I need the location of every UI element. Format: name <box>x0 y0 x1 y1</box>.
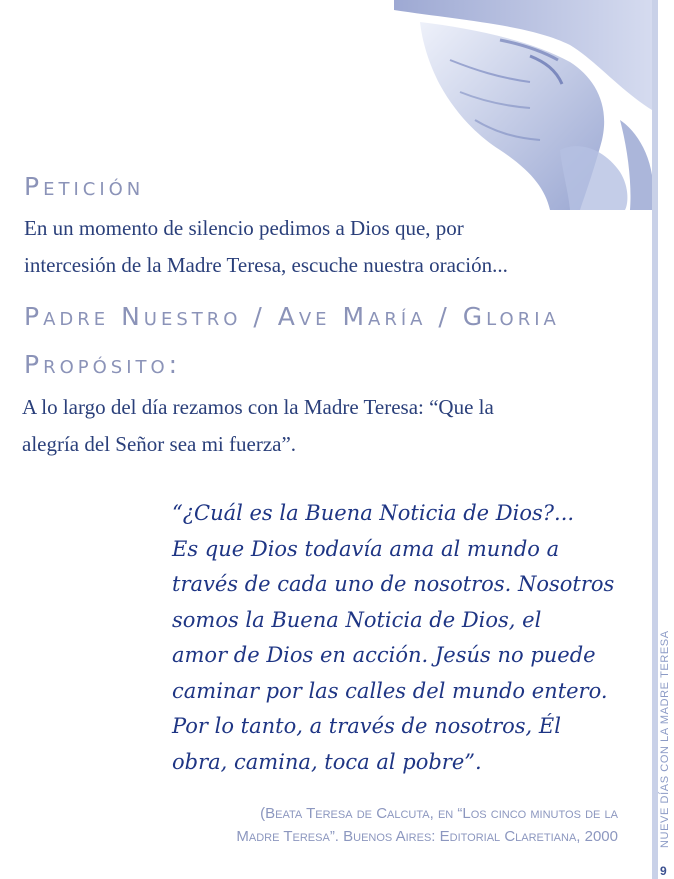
proposito-heading: Propósito: <box>24 350 182 379</box>
quote-line: “¿Cuál es la Buena Noticia de Dios?... <box>172 501 575 525</box>
quote-line: obra, camina, toca al pobre”. <box>172 749 482 774</box>
quote-line: amor de Dios en acción. Jesús no puede <box>172 643 596 667</box>
peticion-line: intercesión de la Madre Teresa, escuche nuestra oración... <box>24 253 508 277</box>
proposito-paragraph <box>22 389 494 463</box>
prayers-heading: Padre Nuestro / Ave María / Gloria <box>24 302 560 331</box>
proposito-line: alegría del Señor sea mi fuerza”. <box>22 432 297 456</box>
quote-line: través de cada uno de nosotros. Nosotros <box>172 572 615 596</box>
peticion-heading: Petición <box>24 172 145 201</box>
source-line: (Beata Teresa de Calcuta, en “Los cinco minutos de la <box>260 805 618 822</box>
proposito-line: A lo largo del día rezamos con la Madre Teresa: “Que la <box>22 395 494 419</box>
peticion-paragraph <box>24 210 508 284</box>
running-title: NUEVE DÍAS CON LA MADRE TERESA <box>659 630 671 848</box>
quote-line: somos la Buena Noticia de Dios, el <box>172 607 542 632</box>
source-line: Madre Teresa”. Buenos Aires: Editorial Claretiana, 2000 <box>236 828 618 845</box>
quote-line: caminar por las calles del mundo entero. <box>172 678 608 703</box>
quote-line: Es que Dios todavía ama al mundo a <box>172 536 560 561</box>
peticion-line: En un momento de silencio pedimos a Dios que, por <box>24 216 464 240</box>
quote-source <box>158 802 618 848</box>
page-number: 9 <box>660 864 667 878</box>
quote-block <box>172 496 632 780</box>
mother-teresa-portrait <box>380 0 652 210</box>
quote-line: Por lo tanto, a través de nosotros, Él <box>172 714 561 738</box>
